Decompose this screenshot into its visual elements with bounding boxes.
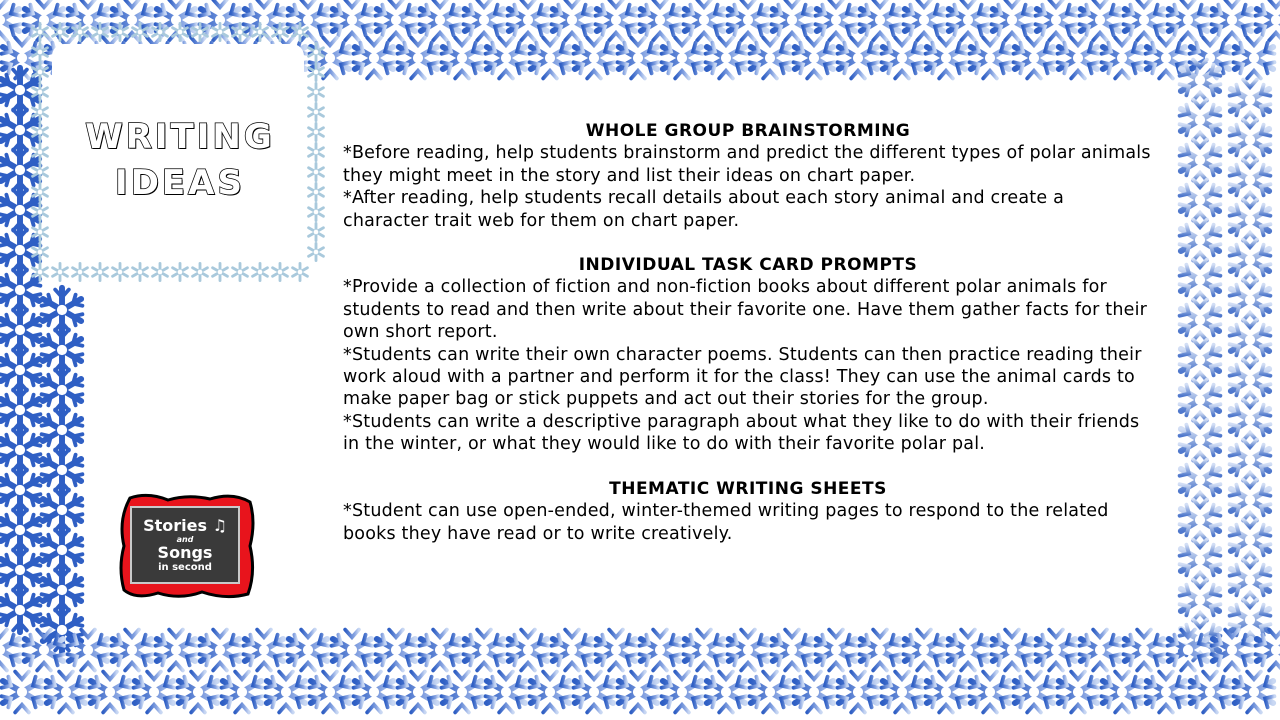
snowflake-icon <box>309 243 324 260</box>
snowflake-icon <box>46 670 87 714</box>
snowflake-icon <box>309 223 324 240</box>
snowflake-icon <box>596 0 637 42</box>
snowflake-icon <box>904 0 945 42</box>
section-thematic <box>343 478 1153 545</box>
snowflake-icon <box>948 0 989 42</box>
snowflake-icon <box>794 36 835 80</box>
snowflake-icon <box>530 36 571 80</box>
snowflake-icon <box>596 628 637 672</box>
snowflake-icon <box>794 670 835 714</box>
snowflake-icon <box>1256 628 1280 672</box>
snowflake-icon <box>640 628 681 672</box>
snowflake-icon <box>24 628 65 672</box>
snowflake-icon <box>574 670 615 714</box>
snowflake-icon <box>838 36 879 80</box>
snowflake-icon <box>1190 670 1231 714</box>
snowflake-icon <box>552 0 593 42</box>
section-paragraph: *After reading, help students recall details about each story animal and create a character trait web for them on chart paper. <box>343 188 1064 231</box>
snowflake-icon <box>1058 670 1099 714</box>
snowflake-icon <box>420 628 461 672</box>
snowflake-icon <box>860 628 901 672</box>
section-paragraph: *Students can write a descriptive paragraph about what they like to do with their friends in the winter, or what they would like to do with their favorite polar pal. <box>343 411 1140 455</box>
snowflake-icon <box>508 628 549 672</box>
snowflake-icon <box>816 628 857 672</box>
snowflake-icon <box>882 670 923 714</box>
snowflake-icon <box>1234 670 1275 714</box>
snowflake-icon <box>772 628 813 672</box>
snowflake-icon <box>860 0 901 42</box>
snowflake-icon <box>970 36 1011 80</box>
snowflake-icon <box>354 36 395 80</box>
title-line-1: WRITING <box>85 117 275 157</box>
snowflake-icon <box>750 670 791 714</box>
snowflake-icon <box>310 670 351 714</box>
snowflake-icon <box>772 0 813 42</box>
title-block <box>60 50 300 270</box>
snowflake-icon <box>354 670 395 714</box>
snowflake-icon <box>530 670 571 714</box>
snowflake-icon <box>112 628 153 672</box>
snowflake-icon <box>970 670 1011 714</box>
snowflake-icon <box>662 36 703 80</box>
snowflake-icon <box>882 36 923 80</box>
snowflake-icon <box>706 670 747 714</box>
section-paragraph: *Student can use open-ended, winter-themed writing pages to respond to the related books they have read or to write creatively. <box>343 501 1109 544</box>
snowflake-icon <box>200 628 241 672</box>
snowflake-icon <box>486 36 527 80</box>
snowflake-icon <box>1080 628 1121 672</box>
snowflake-icon <box>684 0 725 42</box>
snowflake-icon <box>90 670 131 714</box>
snowflake-icon <box>1014 36 1055 80</box>
snowflake-icon <box>309 103 324 120</box>
section-heading: THEMATIC WRITING SHEETS <box>609 478 887 499</box>
snowflake-icon <box>1102 36 1143 80</box>
logo-line-1: Stories ♫ <box>143 516 227 535</box>
snowflake-icon <box>728 628 769 672</box>
section-whole-group <box>343 120 1153 232</box>
snowflake-icon <box>838 670 879 714</box>
snowflake-icon <box>904 628 945 672</box>
snowflake-icon <box>309 203 324 220</box>
snowflake-icon <box>486 670 527 714</box>
snowflake-icon <box>0 588 40 632</box>
snowflake-icon <box>750 36 791 80</box>
snowflake-icon <box>266 670 307 714</box>
snowflake-icon <box>178 670 219 714</box>
section-paragraph: *Provide a collection of fiction and non-fiction books about different polar animals for students to read and then write about their favorite one. Have them gather facts for their own short report. <box>343 277 1148 343</box>
snowflake-icon <box>552 628 593 672</box>
snowflake-icon <box>508 0 549 42</box>
snowflake-icon <box>134 670 175 714</box>
snowflake-icon <box>948 628 989 672</box>
title-line-2: IDEAS <box>115 163 245 203</box>
snowflake-icon <box>992 628 1033 672</box>
snowflake-icon <box>309 123 324 140</box>
snowflake-icon <box>68 628 109 672</box>
snowflake-icon <box>309 163 324 180</box>
snowflake-icon <box>464 0 505 42</box>
snowflake-icon <box>2 670 43 714</box>
snowflake-icon <box>1256 0 1280 42</box>
snowflake-icon <box>464 628 505 672</box>
snowflake-icon <box>706 36 747 80</box>
snowflake-icon <box>222 670 263 714</box>
snowflake-icon <box>420 0 461 42</box>
snowflake-icon <box>1058 36 1099 80</box>
writing-ideas-content <box>343 120 1153 545</box>
snowflake-icon <box>1014 670 1055 714</box>
snowflake-icon <box>376 628 417 672</box>
snowflake-icon <box>684 628 725 672</box>
snowflake-icon <box>244 628 285 672</box>
snowflake-icon <box>1124 628 1165 672</box>
logo-line-4: in second <box>158 562 212 573</box>
snowflake-icon <box>0 0 20 42</box>
logo-line-3: Songs <box>157 543 213 562</box>
snowflake-icon <box>1168 0 1209 42</box>
snowflake-icon <box>1212 0 1253 42</box>
snowflake-icon <box>309 143 324 160</box>
snowflake-icon <box>1146 36 1187 80</box>
logo-chalkboard <box>130 506 240 584</box>
section-paragraph: *Before reading, help students brainstorm and predict the different types of polar animals they might meet in the story and list their ideas on chart paper. <box>343 143 1151 186</box>
snowflake-icon <box>156 628 197 672</box>
snowflake-icon <box>618 670 659 714</box>
snowflake-icon <box>1124 0 1165 42</box>
snowflake-icon <box>618 36 659 80</box>
stories-and-songs-logo <box>118 492 256 600</box>
snowflake-icon <box>398 36 439 80</box>
snowflake-icon <box>816 0 857 42</box>
snowflake-icon <box>332 0 373 42</box>
snowflake-icon <box>574 36 615 80</box>
logo-line-2: and <box>176 535 194 544</box>
snowflake-icon <box>309 83 324 100</box>
snowflake-icon <box>332 628 373 672</box>
snowflake-icon <box>1102 670 1143 714</box>
snowflake-icon <box>926 670 967 714</box>
snowflake-icon <box>640 0 681 42</box>
snowflake-icon <box>1080 0 1121 42</box>
snowflake-icon <box>288 628 329 672</box>
snowflake-icon <box>1234 36 1275 80</box>
snowflake-icon <box>662 670 703 714</box>
snowflake-icon <box>1036 0 1077 42</box>
snowflake-icon <box>0 628 20 672</box>
snowflake-icon <box>728 0 769 42</box>
snowflake-icon <box>926 36 967 80</box>
snowflake-icon <box>442 670 483 714</box>
section-heading: WHOLE GROUP BRAINSTORMING <box>585 121 911 141</box>
snowflake-icon <box>309 183 324 200</box>
section-heading: INDIVIDUAL TASK CARD PROMPTS <box>578 255 918 276</box>
section-task-cards <box>343 254 1153 456</box>
section-paragraph: *Students can write their own character poems. Students can then practice reading their work aloud with a partner and perform it for the class! They can use the animal cards to make paper bag or stick puppets and act out their stories for the group. <box>343 344 1142 410</box>
snowflake-icon <box>398 670 439 714</box>
snowflake-icon <box>992 0 1033 42</box>
snowflake-icon <box>442 36 483 80</box>
snowflake-icon <box>376 0 417 42</box>
snowflake-icon <box>1036 628 1077 672</box>
snowflake-icon <box>1146 670 1187 714</box>
